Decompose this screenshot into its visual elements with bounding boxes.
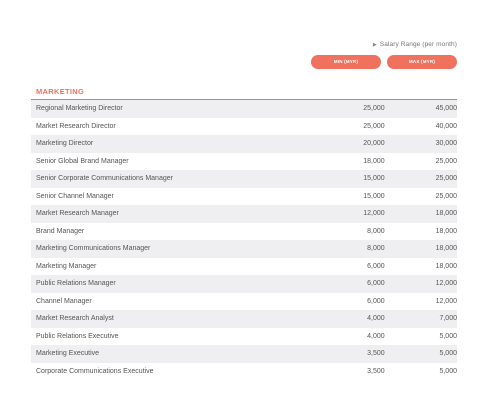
job-title: Public Relations Manager [36,280,116,288]
table-row [31,170,457,188]
max-salary: 30,000 [435,140,457,148]
job-title: Corporate Communications Executive [36,367,154,375]
job-title: Public Relations Executive [36,332,119,340]
min-salary: 20,000 [363,140,385,148]
table-row [31,100,457,118]
max-salary: 18,000 [435,262,457,270]
min-myr-header: MIN (MYR) [311,55,381,69]
max-salary: 12,000 [435,297,457,305]
table-row [31,328,457,346]
max-salary: 5,000 [439,332,457,340]
max-salary: 45,000 [435,105,457,113]
job-title: Market Research Analyst [36,315,114,323]
table-row [31,310,457,328]
table-row [31,275,457,293]
job-title: Marketing Manager [36,262,97,270]
min-salary: 3,500 [367,367,385,375]
max-salary: 25,000 [435,175,457,183]
table-row [31,118,457,136]
job-title: Brand Manager [36,227,85,235]
max-salary: 40,000 [435,122,457,130]
job-title: Senior Channel Manager [36,192,114,200]
min-salary: 18,000 [363,157,385,165]
table-row [31,363,457,381]
job-title: Channel Manager [36,297,92,305]
table-row [31,188,457,206]
max-salary: 18,000 [435,227,457,235]
min-salary: 6,000 [367,297,385,305]
salary-range-note [373,41,457,48]
min-salary: 8,000 [367,227,385,235]
max-salary: 12,000 [435,280,457,288]
job-title: Marketing Executive [36,350,100,358]
table-row [31,135,457,153]
min-salary: 4,000 [367,315,385,323]
min-salary: 3,500 [367,350,385,358]
job-title: Senior Corporate Communications Manager [36,175,173,183]
min-salary: 6,000 [367,280,385,288]
table-row [31,240,457,258]
job-title: Marketing Director [36,140,94,148]
job-title: Marketing Communications Manager [36,245,151,253]
min-salary: 8,000 [367,245,385,253]
job-title: Market Research Manager [36,210,119,218]
max-salary: 5,000 [439,367,457,375]
job-title: Senior Global Brand Manager [36,157,129,165]
min-salary: 6,000 [367,262,385,270]
min-salary: 25,000 [363,105,385,113]
job-title: Regional Marketing Director [36,105,123,113]
section-title: MARKETING [36,87,85,96]
min-salary: 15,000 [363,175,385,183]
max-salary: 25,000 [435,157,457,165]
max-salary: 5,000 [439,350,457,358]
min-salary: 4,000 [367,332,385,340]
table-row [31,223,457,241]
max-salary: 25,000 [435,192,457,200]
table-row [31,345,457,363]
job-title: Market Research Director [36,122,116,130]
table-row [31,205,457,223]
max-salary: 7,000 [439,315,457,323]
triangle-right-icon: ▶ [372,41,377,48]
min-salary: 12,000 [363,210,385,218]
max-salary: 18,000 [435,245,457,253]
min-salary: 15,000 [363,192,385,200]
max-myr-header: MAX (MYR) [387,55,457,69]
max-salary: 18,000 [435,210,457,218]
salary-range-label: Salary Range (per month) [379,41,457,48]
table-row [31,293,457,311]
table-row [31,258,457,276]
min-salary: 25,000 [363,122,385,130]
table-row [31,153,457,171]
salary-table [31,100,457,380]
